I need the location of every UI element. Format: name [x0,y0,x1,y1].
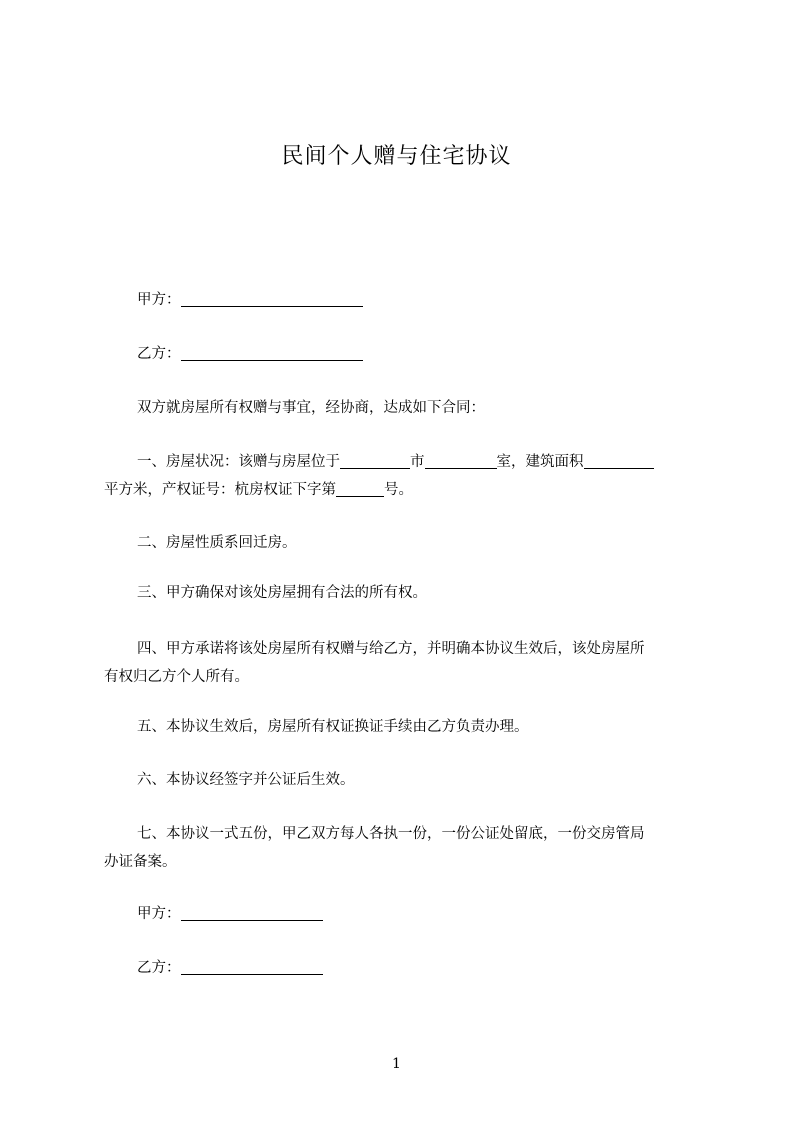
signature-b-label: 乙方： [137,960,181,976]
clause-1-text-a: 一、房屋状况：该赠与房屋位于 [137,454,340,470]
signature-a-line [104,900,734,928]
party-a-label: 甲方： [137,292,181,308]
clause-1-line-1 [104,448,701,476]
page-number: 1 [392,1056,401,1072]
clause-1 [104,448,701,504]
clause-1-line-2 [104,476,701,504]
clause-1-text-e: 号。 [384,482,413,498]
city-blank [340,452,410,469]
document-title: 民间个人赠与住宅协议 [281,144,512,169]
party-a-blank [181,290,363,307]
clause-7-line-2: 办证备案。 [104,854,177,870]
clause-7-line-1: 七、本协议一式五份，甲乙双方每人各执一份，一份公证处留底，一份交房管局 [137,826,645,842]
certificate-number-blank [336,480,384,497]
party-a-line [104,286,734,314]
signature-a-blank [181,904,323,921]
clause-1-text-c: 室，建筑面积 [496,454,584,470]
clause-4 [104,635,701,691]
clause-5: 五、本协议生效后，房屋所有权证换证手续由乙方负责办理。 [137,719,529,735]
area-blank [584,452,654,469]
clause-1-text-b: 市 [410,454,425,470]
party-b-blank [181,344,363,361]
clause-4-line-1: 四、甲方承诺将该处房屋所有权赠与给乙方，并明确本协议生效后，该处房屋所 [137,641,645,657]
party-b-line [104,340,734,368]
clause-1-text-d: 平方米，产权证号：杭房权证下字第 [104,482,336,498]
signature-b-line [104,954,734,982]
signature-b-blank [181,958,323,975]
clause-7 [104,820,701,876]
clause-4-line-2: 有权归乙方个人所有。 [104,669,249,685]
clause-6: 六、本协议经签字并公证后生效。 [137,772,355,788]
clause-3: 三、甲方确保对该处房屋拥有合法的所有权。 [137,585,427,601]
clause-2: 二、房屋性质系回迁房。 [137,535,297,551]
intro-text: 双方就房屋所有权赠与事宜，经协商，达成如下合同： [137,400,485,416]
room-blank [425,452,497,469]
signature-a-label: 甲方： [137,906,181,922]
party-b-label: 乙方： [137,346,181,362]
